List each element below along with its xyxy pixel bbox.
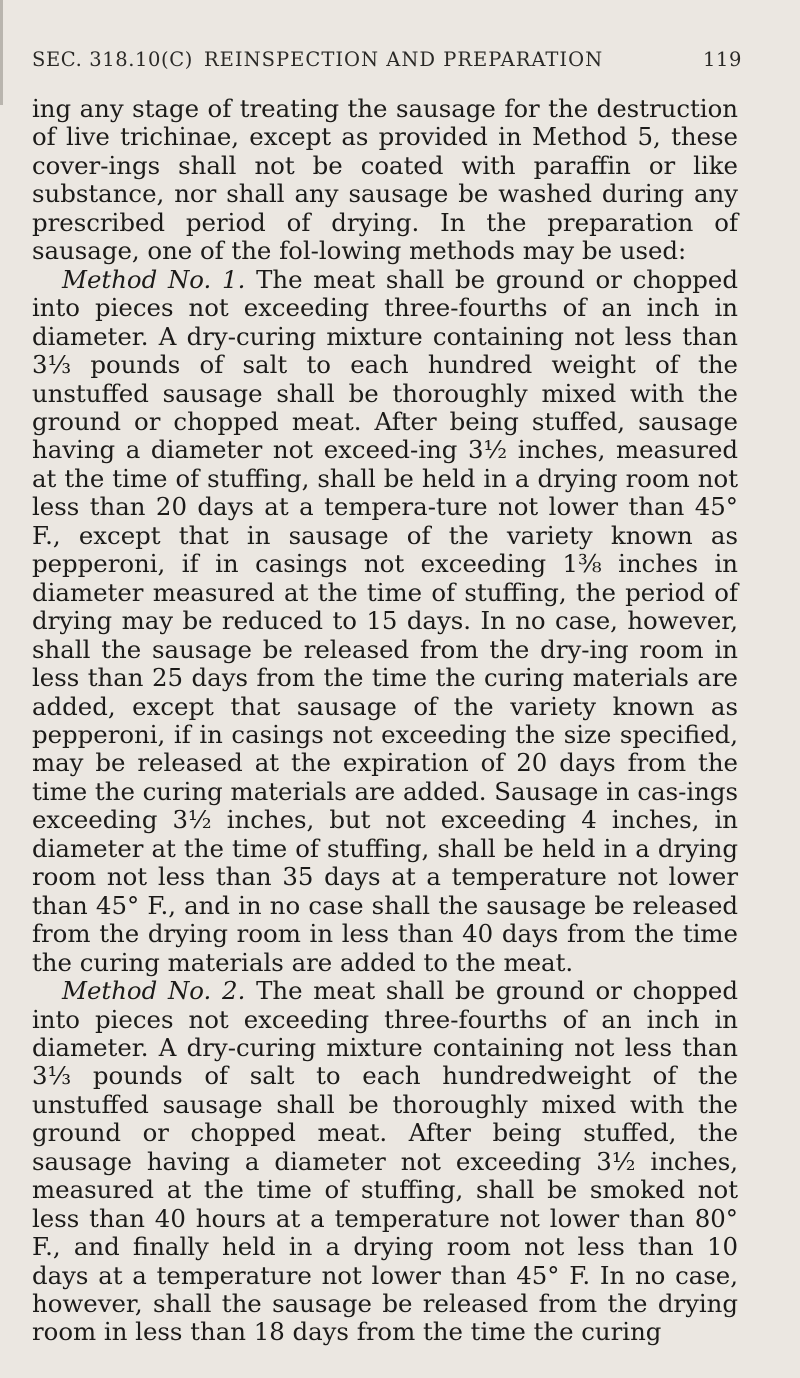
paragraph-text: ing any stage of treating the sausage for the destruction of live trichinae, except as provided in Method 5, these cover-ings shall not be coated with paraffin or like substance, nor shall any sausage be washed during any prescribed period of drying. In the preparation of sausage, one of the fol-lowing methods may be used: xyxy=(32,94,738,266)
paragraph-method-2 xyxy=(32,977,738,1347)
method-2-label: Method No. 2. xyxy=(62,976,246,1006)
paragraph-method-1 xyxy=(32,266,738,977)
body-text xyxy=(32,95,738,1347)
paragraph-continuation xyxy=(32,95,738,266)
method-1-text: The meat shall be ground or chopped into pieces not exceeding three-fourths of an inch in diameter. A dry-curing mixture containing not less than 3⅓ pounds of salt to each hundred weight of the unstuffed sausage shall be thoroughly mixed with the ground or chopped meat. After being stuffed, sausage having a diameter not exceed-ing 3½ inches, measured at the time of stuffing, shall be held in a drying room not less than 20 days at a tempera-ture not lower than 45° F., except that in sausage of the variety known as pepperoni, if in casings not exceeding 1⅜ inches in diameter measured at the time of stuffing, the period of drying may be reduced to 15 days. In no case, however, shall the sausage be released from the dry-ing room in less than 25 days from the time the curing materials are added, except that sausage of the variety known as pepperoni, if in casings not exceeding the size specified, may be released at the expiration of 20 days from the time the curing materials are added. Sausage in cas-ings exceeding 3½ inches, but not exceeding 4 inches, in diameter at the time of stuffing, shall be held in a drying room not less than 35 days at a temperature not lower than 45° F., and in no case shall the sausage be released from the drying room in less than 40 days from the time the curing materials are added to the meat. xyxy=(32,264,738,977)
running-head-title: REINSPECTION AND PREPARATION xyxy=(204,48,604,71)
method-1-label: Method No. 1. xyxy=(62,264,246,294)
page-edge xyxy=(0,0,3,105)
section-number: SEC. 318.10(C) xyxy=(32,48,193,71)
page-number: 119 xyxy=(702,48,742,71)
method-2-text: The meat shall be ground or chopped into pieces not exceeding three-fourths of an inch in diameter. A dry-curing mixture containing not less than 3⅓ pounds of salt to each hundredweight of the unstuffed sausage shall be thoroughly mixed with the ground or chopped meat. After being stuffed, the sausage having a diameter not exceeding 3½ inches, measured at the time of stuffing, shall be smoked not less than 40 hours at a temperature not lower than 80° F., and finally held in a drying room not less than 10 days at a temperature not lower than 45° F. In no case, however, shall the sausage be released from the drying room in less than 18 days from the time the curing xyxy=(32,976,738,1347)
running-head xyxy=(32,48,742,78)
